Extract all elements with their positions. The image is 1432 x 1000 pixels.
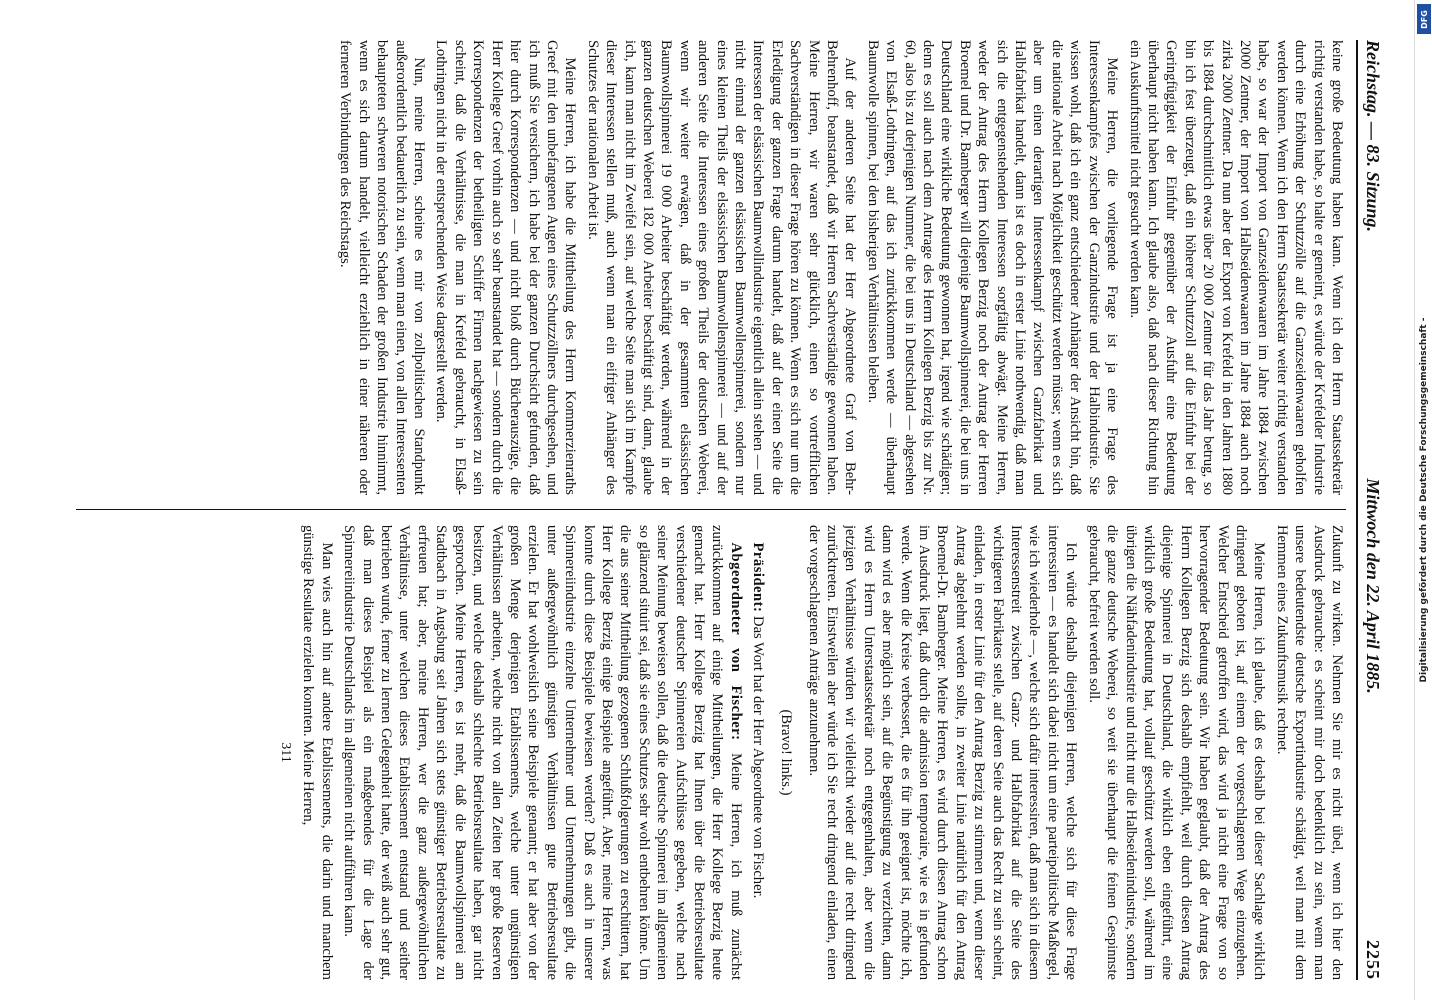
- paragraph: Ich würde deshalb diejenigen Herren, welche sich für diese Frage interessiren — es handelt sich dabei nicht um eine parteipolitische Maßregel, wie ich wiederhole —, welche sich dafür interessiren, daß man sich in diesem Interessenstreit zwischen Ganz- und Halbfabrikat auf die Seite des wichtigeren Fabrikates stelle, auf deren Seite auch das Recht zu sein scheint, einladen, in erster Linie für den Antrag Berzig zu stimmen und, wenn dieser Antrag abgelehnt werden sollte, in zweiter Linie natürlich für den Antrag Broemel-Dr. Bamberger. Meine Herren, es wird durch diesen Antrag schon im Ausdruck liegt, daß durch die admission temporaire, wie es in gefunden werde. Wenn die Kreise verbessert, die es für ihn geeignet ist, möchte ich, dann wird es aber möglich sein, auf die Begünstigung zu verzichten, dann wird es Herrn Unterstaatssekretär noch entgegenhalten, aber wenn die jetzigen Verhältnisse würden wir vielleicht wieder auf die recht dringend zurücktreten. Einstweilen aber würde ich Sie recht dringend einladen, einen der vorgeschlagenen Anträge anzunehmen.: [805, 525, 1080, 980]
- closing-paragraph: Man wies auch hin auf andere Etablissements, die darin und manchem günstige Resultate erzielen konnten. Meine Herren,: [300, 525, 335, 980]
- fischer-text: Meine Herren, ich muß zunächst zurückkommen auf einige Mittheilungen, die Herr Kollege Berzig heute gemacht hat. Herr Kollege Berzig hat Ihnen über die Betriebsresultate verschiedener deutscher Spinnereien Aufschlüsse gegeben, welche nach seiner Meinung beweisen sollen, daß die deutsche Spinnerei im allgemeinen so glänzend situirt sei, daß sie eines Schutzes sehr wohl entbehren könne. Um die aus seiner Mittheilung gezogenen Schlußfolgerungen zu erschüttern, hat Herr Kollege Berzig einige Beispiele angeführt. Aber, meine Herren, was konnte durch diese Beispiele bewiesen werden? Daß es auch in unserer Spinnereiindustrie einzelne Unternehmer und Unternehmungen gibt, die unter außergewöhnlich günstigen Verhältnissen gute Betriebsresultate erzielen. Er hat wohlweislich seine Beispiele genannt; er hat aber von der großen Menge derjenigen Etablissements, welche unter ungünstigen Verhältnissen arbeiten, welche nicht von allen Zeiten her große Reserven besitzen, und welche deshalb schlechte Betriebsresultate haben, gar nicht gesprochen. Meine Herren, es ist mehr, daß die Baumwollspinnerei am Stadtbach in Augsburg seit Jahren sich stets günstiger Betriebsresultate zu erfreuen hat; aber, meine Herren, wer die ganz außergewöhnlichen Verhältnisse, unter welchen dieses Etablissement entstand und seither betrieben wurde, ferner zu lernen Gelegenheit hatte, der weiß auch sehr gut, daß man dieses Beispiel als ein maßgebendes für die Lage der Spinnereiindustrie Deutschlands im allgemeinen nicht aufführen kann.: [341, 525, 744, 980]
- column-divider: [76, 509, 1346, 510]
- president-text: Das Wort hat der Herr Abgeordnete von Fischer.: [750, 616, 767, 899]
- right-column: [76, 525, 1346, 980]
- page-number: 2255: [1363, 940, 1383, 980]
- rotated-newspaper-page: [60, 40, 1390, 980]
- paragraph: Meine Herren, ich glaube, daß es deshalb bei dieser Sachlage wirklich dringend geboten ist, auf einem der vorgeschlagenen Wege einzugehen. Welcher Entscheid getroffen wird, das wird ja nicht eine Frage von so hervorragender Bedeutung sein. Wir haben geglaubt, daß der Antrag des Herrn Kollegen Berzig sich deshalb empfiehlt, weil durch diesen Antrag diejenige Spinnerei in Deutschland, die wirklich eben eingeführt, eine wirklich große Bedeutung hat, vollauf geschützt werden soll, während im übrigen die Nähfadenindustrie und nicht nur die Halbseidenindustrie, sondern die ganze deutsche Weberei, so weit sie überhaupt die feinen Gespinnste gebraucht, befreit werden soll.: [1085, 525, 1268, 980]
- paragraph: Auf der anderen Seite hat der Herr Abgeordnete Graf von Behr-Behrenhoff, beanstandet, daß wir Herren Sachverständige gewonnen haben. Meine Herren, wir waren sehr glücklich, einen so vortrefflichen Sachverständigen in dieser Frage hören zu können. Wenn es sich nur um die Erledigung der ganzen Frage darum handelt, daß auf der einen Seite die Interessen der elsässischen Baumwollindustrie eigentlich allein stehen — und nicht einmal der ganzen elsässischen Baumwollenspinnerei, sondern nur eines kleinen Theils der elsässischen Baumwollenspinnerei — und auf der anderen Seite die Interessen eines großen Theils der deutschen Weberei, wenn wir weiter erwägen, daß in der gesammten elsässischen Baumwollspinnerei 19 000 Arbeiter beschäftigt werden, während in der ganzen deutschen Weberei 182 000 Arbeiter beschäftigt sind, dann, glaube ich, kann man nicht im Zweifel sein, auf welche Seite man sich im Kampfe dieser Interessen stellen muß, auch wenn man ein eifriger Anhänger des Schutzes der nationalen Arbeit ist.: [584, 40, 859, 495]
- digitization-credit: Digitalisierung gefördert durch die Deutsche Forschungsgemeinschaft -: [1419, 317, 1429, 683]
- left-column: [76, 40, 1346, 495]
- header-date: Mittwoch den 22. April 1885.: [1363, 478, 1383, 694]
- speaker-president: Präsident:: [750, 542, 767, 613]
- header-left: Reichstag. — 83. Sitzung.: [1363, 40, 1383, 233]
- page-header: [1356, 40, 1390, 980]
- footer-mark: 311: [278, 742, 294, 763]
- scanned-page-area: [40, 30, 1410, 990]
- applause-note: (Bravo! links.): [778, 709, 795, 796]
- paragraph: keine große Bedeutung haben kann. Wenn ich den Herrn Staatssekretär richtig verstanden habe, so halte er gemeint, es würde der Krefelder Industrie durch eine Erhöhung der Schutzzölle auf die Ganzseidenwaaren geholfen werden können. Wenn ich den Herrn Staatssekretär weiter richtig verstanden habe, so war der Import von Ganzseidenwaaren im Jahre 1884 zwischen 2000 Zentner, der Import von Halbseidenwaaren im Jahre 1884 auch noch zirka 2000 Zentner. Da nun aber der Export von Krefeld in den Jahren 1880 bis 1884 durchschnittlich etwas über 20 000 Zentner für das Jahr betrug, so bin ich fest überzeugt, daß ein höherer Schutzzoll auf die Einfuhr bei der Geringfügigkeit der Einfuhr gegenüber der Ausfuhr eine Bedeutung überhaupt nicht haben kann. Ich glaube also, daß nach dieser Richtung hin ein Auskunftsmittel nicht gesucht werden kann.: [1126, 40, 1345, 495]
- fischer-paragraph: [340, 525, 745, 980]
- speaker-fischer: Abgeordneter von Fischer:: [727, 542, 744, 741]
- paragraph: Nun, meine Herren, scheine es mir von zollpolitischen Standpunkt außerordentlich bedauerlich zu sein, wenn man einen, von allen Interessenten behaupteten schweren notorischen Schaden der großen Industrie hinnimmt, wenn es sich darum handelt, vielleicht erziehlich in einer näheren oder ferneren Verbindungen des Reichstags.: [337, 40, 428, 495]
- paragraph: Meine Herren, ich habe die Mittheilung des Herrn Kommerzienraths Greef mit den unbefangenen Augen eines Schutzzöllners durchgesehen, und ich muß Sie versichern, ich habe bei der ganzen Durchsicht gefunden, daß hier durch Korrespondenzen — und nicht bloß durch Bücherauszüge, die Herr Kollege Greef vorhin auch so sehr beanstandet hat — sondern durch die Korrespondenzen der betheiligten Schiffer Firmen nachgewiesen zu sein scheint, daß die Verhältnisse, die man in Krefeld gebraucht, in Elsaß-Lothringen nicht in der entsprechenden Weise dargestellt werden.: [433, 40, 579, 495]
- digitization-credit-strip: [1414, 0, 1432, 1000]
- paragraph: Zukunft zu wirken. Nehmen Sie mir es nicht übel, wenn ich hier den Ausdruck gebrauche: es scheint mir doch bedenklich zu sein, wenn man unsere bedeutendste deutsche Exportindustrie schädigt, weil man mit dem Hemmen eines Zukunftsmusik rechnet.: [1273, 525, 1345, 980]
- dfg-logo: DFG: [1417, 4, 1431, 34]
- president-paragraph: [749, 525, 767, 980]
- paragraph: Meine Herren, die vorliegende Frage ist ja eine Frage des Interessenkampfes zwischen der Ganzindustrie und der Halbindustrie. Sie wissen wohl, daß ich ein ganz entschiedener Anhänger der Ansicht bin, daß die nationale Arbeit nach Möglichkeit geschützt werden müsse; wenn es sich aber um einen derartigen Interessenkampf zwischen Ganzfabrikat und Halbfabrikat handelt, dann ist es doch in erster Linie nothwendig, daß man sich die entgegenstehenden Interessen sorgfältig abwägt. Meine Herren, weder der Antrag des Herrn Kollegen Berzig noch der Antrag der Herren Broemel und Dr. Bamberger will diejenige Baumwollspinnerei, die bei uns in Deutschland eine wirkliche Bedeutung gewonnen hat, irgend wie schädigen; denn es soll auch nach dem Antrage des Herrn Kollegen Berzig bis zur Nr. 60, also bis zu derjenigen Nummer, die bei uns in Deutschland — abgesehen von Elsaß-Lothringen, auf das ich zurückkommen werde — überhaupt Baumwolle spinnen, bei den bisherigen Verhältnissen bleiben.: [864, 40, 1121, 495]
